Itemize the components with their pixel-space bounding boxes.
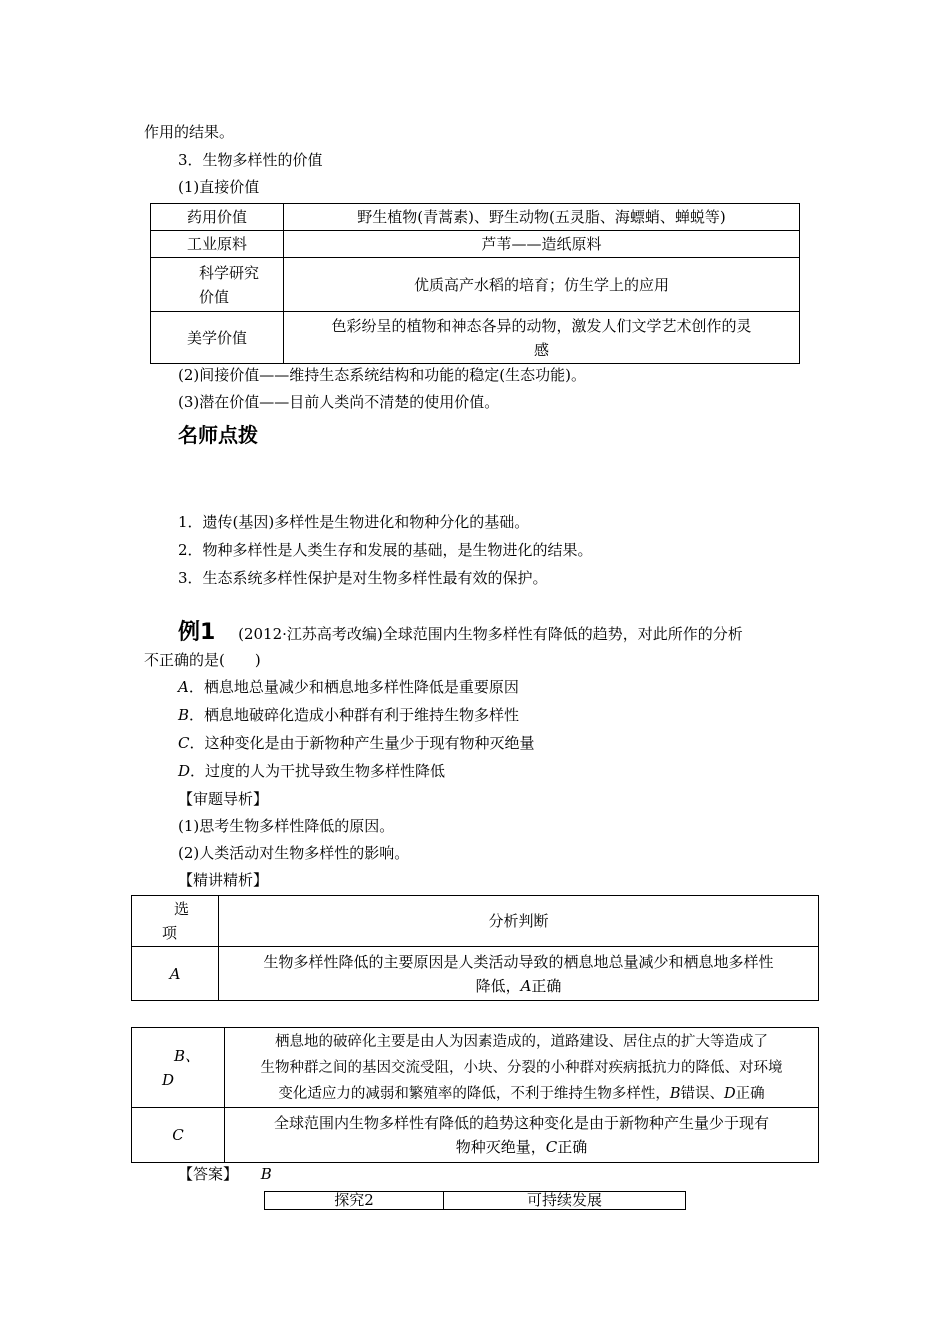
option-letter: D: [162, 1070, 175, 1089]
table-row: [132, 947, 819, 1001]
value-content: 野生植物(青蒿素)、野生动物(五灵脂、海螵蛸、蝉蜕等): [284, 204, 800, 231]
tips-heading: 名师点拨: [178, 423, 258, 447]
value-label: 工业原料: [151, 231, 284, 258]
value-label: [151, 258, 284, 312]
value-content: [284, 312, 800, 364]
judgment-text: 变化适应力的减弱和繁殖率的降低，不利于维持生物多样性，: [278, 1085, 670, 1102]
judgment-text: 正确: [557, 1138, 588, 1156]
option-d: [178, 760, 445, 782]
option-line: [162, 1068, 224, 1092]
guide-item: (2)人类活动对生物多样性的影响。: [178, 844, 410, 862]
option-text: ．过度的人为干扰导致生物多样性降低: [190, 762, 446, 780]
option-text: ．栖息地总量减少和栖息地多样性降低是重要原因: [188, 678, 519, 696]
direct-value-title: (1)直接价值: [178, 178, 260, 196]
table-row: [151, 204, 800, 231]
tip-item: 2．物种多样性是人类生存和发展的基础，是生物进化的结果。: [178, 541, 593, 559]
potential-value-text: (3)潜在价值——目前人类尚不清楚的使用价值。: [178, 393, 500, 411]
judgment-cell: [225, 1108, 819, 1163]
judgment-text: 降低，: [475, 976, 521, 995]
option-letter: B: [178, 706, 190, 724]
value-content-line: 色彩纷呈的植物和神态各异的动物，激发人们文学艺术创作的灵: [331, 316, 752, 335]
option-cell: [132, 947, 219, 1001]
inquiry-label: 探究2: [265, 1192, 444, 1210]
option-header-line: 选: [174, 900, 190, 918]
inquiry-title: 可持续发展: [444, 1192, 686, 1210]
judgment-cell: [225, 1028, 819, 1108]
option-b: [178, 704, 519, 726]
table-row: [132, 1108, 819, 1163]
table-row: [151, 258, 800, 312]
option-letter: C: [545, 1138, 558, 1156]
tip-item: 1．遗传(基因)多样性是生物进化和物种分化的基础。: [178, 513, 530, 531]
option-letter: C: [172, 1126, 184, 1144]
analysis-heading: 【精讲精析】: [178, 871, 269, 889]
judgment-text: 错误、: [680, 1085, 724, 1102]
judgment-line: [229, 1081, 814, 1107]
section-3-title: 3．生物多样性的价值: [178, 151, 323, 169]
value-label: 美学价值: [151, 312, 284, 364]
judgment-line: [229, 1135, 814, 1159]
inquiry-banner: [264, 1191, 686, 1210]
judgment-line: 全球范围内生物多样性有降低的趋势这种变化是由于新物种产生量少于现有: [273, 1114, 769, 1132]
option-letter: D: [724, 1085, 736, 1102]
answer-line: [178, 1163, 272, 1185]
guide-item: (1)思考生物多样性降低的原因。: [178, 817, 395, 835]
option-text: ．栖息地破碎化造成小种群有利于维持生物多样性: [189, 706, 520, 724]
direct-value-table: [150, 203, 800, 364]
option-header-line: 项: [162, 924, 178, 942]
judgment-header: 分析判断: [219, 896, 819, 947]
option-line: [162, 1044, 224, 1068]
option-letter: A: [169, 964, 181, 983]
judgment-text: 正确: [531, 976, 562, 995]
judgment-text: 正确: [735, 1085, 765, 1102]
value-label: 药用价值: [151, 204, 284, 231]
tip-item: 3．生态系统多样性保护是对生物多样性最有效的保护。: [178, 569, 548, 587]
option-header: [132, 896, 219, 947]
judgment-line: [223, 974, 814, 998]
value-label-line: 科学研究: [199, 263, 260, 282]
indirect-value-text: (2)间接价值——维持生态系统结构和功能的稳定(生态功能)。: [178, 366, 586, 384]
judgment-cell: [219, 947, 819, 1001]
option-letter: A: [520, 976, 532, 995]
value-label-line: 价值: [199, 287, 230, 306]
value-content-line: 感: [533, 340, 549, 359]
judgment-text: 物种灭绝量，: [455, 1138, 546, 1156]
answer-value: B: [260, 1165, 272, 1183]
option-text: ．这种变化是由于新物种产生量少于现有物种灭绝量: [189, 734, 535, 752]
example-label: 例1: [178, 620, 216, 645]
option-letter: B、: [174, 1046, 201, 1065]
option-letter: C: [178, 734, 190, 752]
value-content: 芦苇——造纸原料: [284, 231, 800, 258]
judgment-line: 栖息地的破碎化主要是由人为因素造成的，道路建设、居住点的扩大等造成了: [275, 1033, 768, 1050]
analysis-table-2: [131, 1027, 819, 1163]
judgment-line: 生物多样性降低的主要原因是人类活动导致的栖息地总量减少和栖息地多样性: [263, 952, 774, 971]
table-row: [132, 896, 819, 947]
option-a: [178, 676, 519, 698]
analysis-table-1: [131, 895, 819, 1001]
option-c: [178, 732, 535, 754]
example-header: [178, 618, 743, 649]
value-content: 优质高产水稻的培育；仿生学上的应用: [284, 258, 800, 312]
table-row: [132, 1028, 819, 1108]
intro-tail-text: 作用的结果。: [144, 123, 235, 141]
guide-heading: 【审题导析】: [178, 790, 269, 808]
example-stem-continued: 不正确的是( ): [144, 651, 261, 669]
option-letter: A: [178, 678, 189, 696]
option-cell: [132, 1028, 225, 1108]
table-row: [151, 231, 800, 258]
judgment-line: 生物种群之间的基因交流受阻，小块、分裂的小种群对疾病抵抗力的降低、对环境: [260, 1059, 783, 1076]
option-letter: B: [669, 1085, 681, 1102]
example-stem: (2012·江苏高考改编)全球范围内生物多样性有降低的趋势，对此所作的分析: [238, 625, 743, 643]
table-row: [151, 312, 800, 364]
answer-label: 【答案】: [178, 1165, 239, 1183]
table-row: [265, 1192, 686, 1210]
option-letter: D: [178, 762, 191, 780]
option-cell: [132, 1108, 225, 1163]
